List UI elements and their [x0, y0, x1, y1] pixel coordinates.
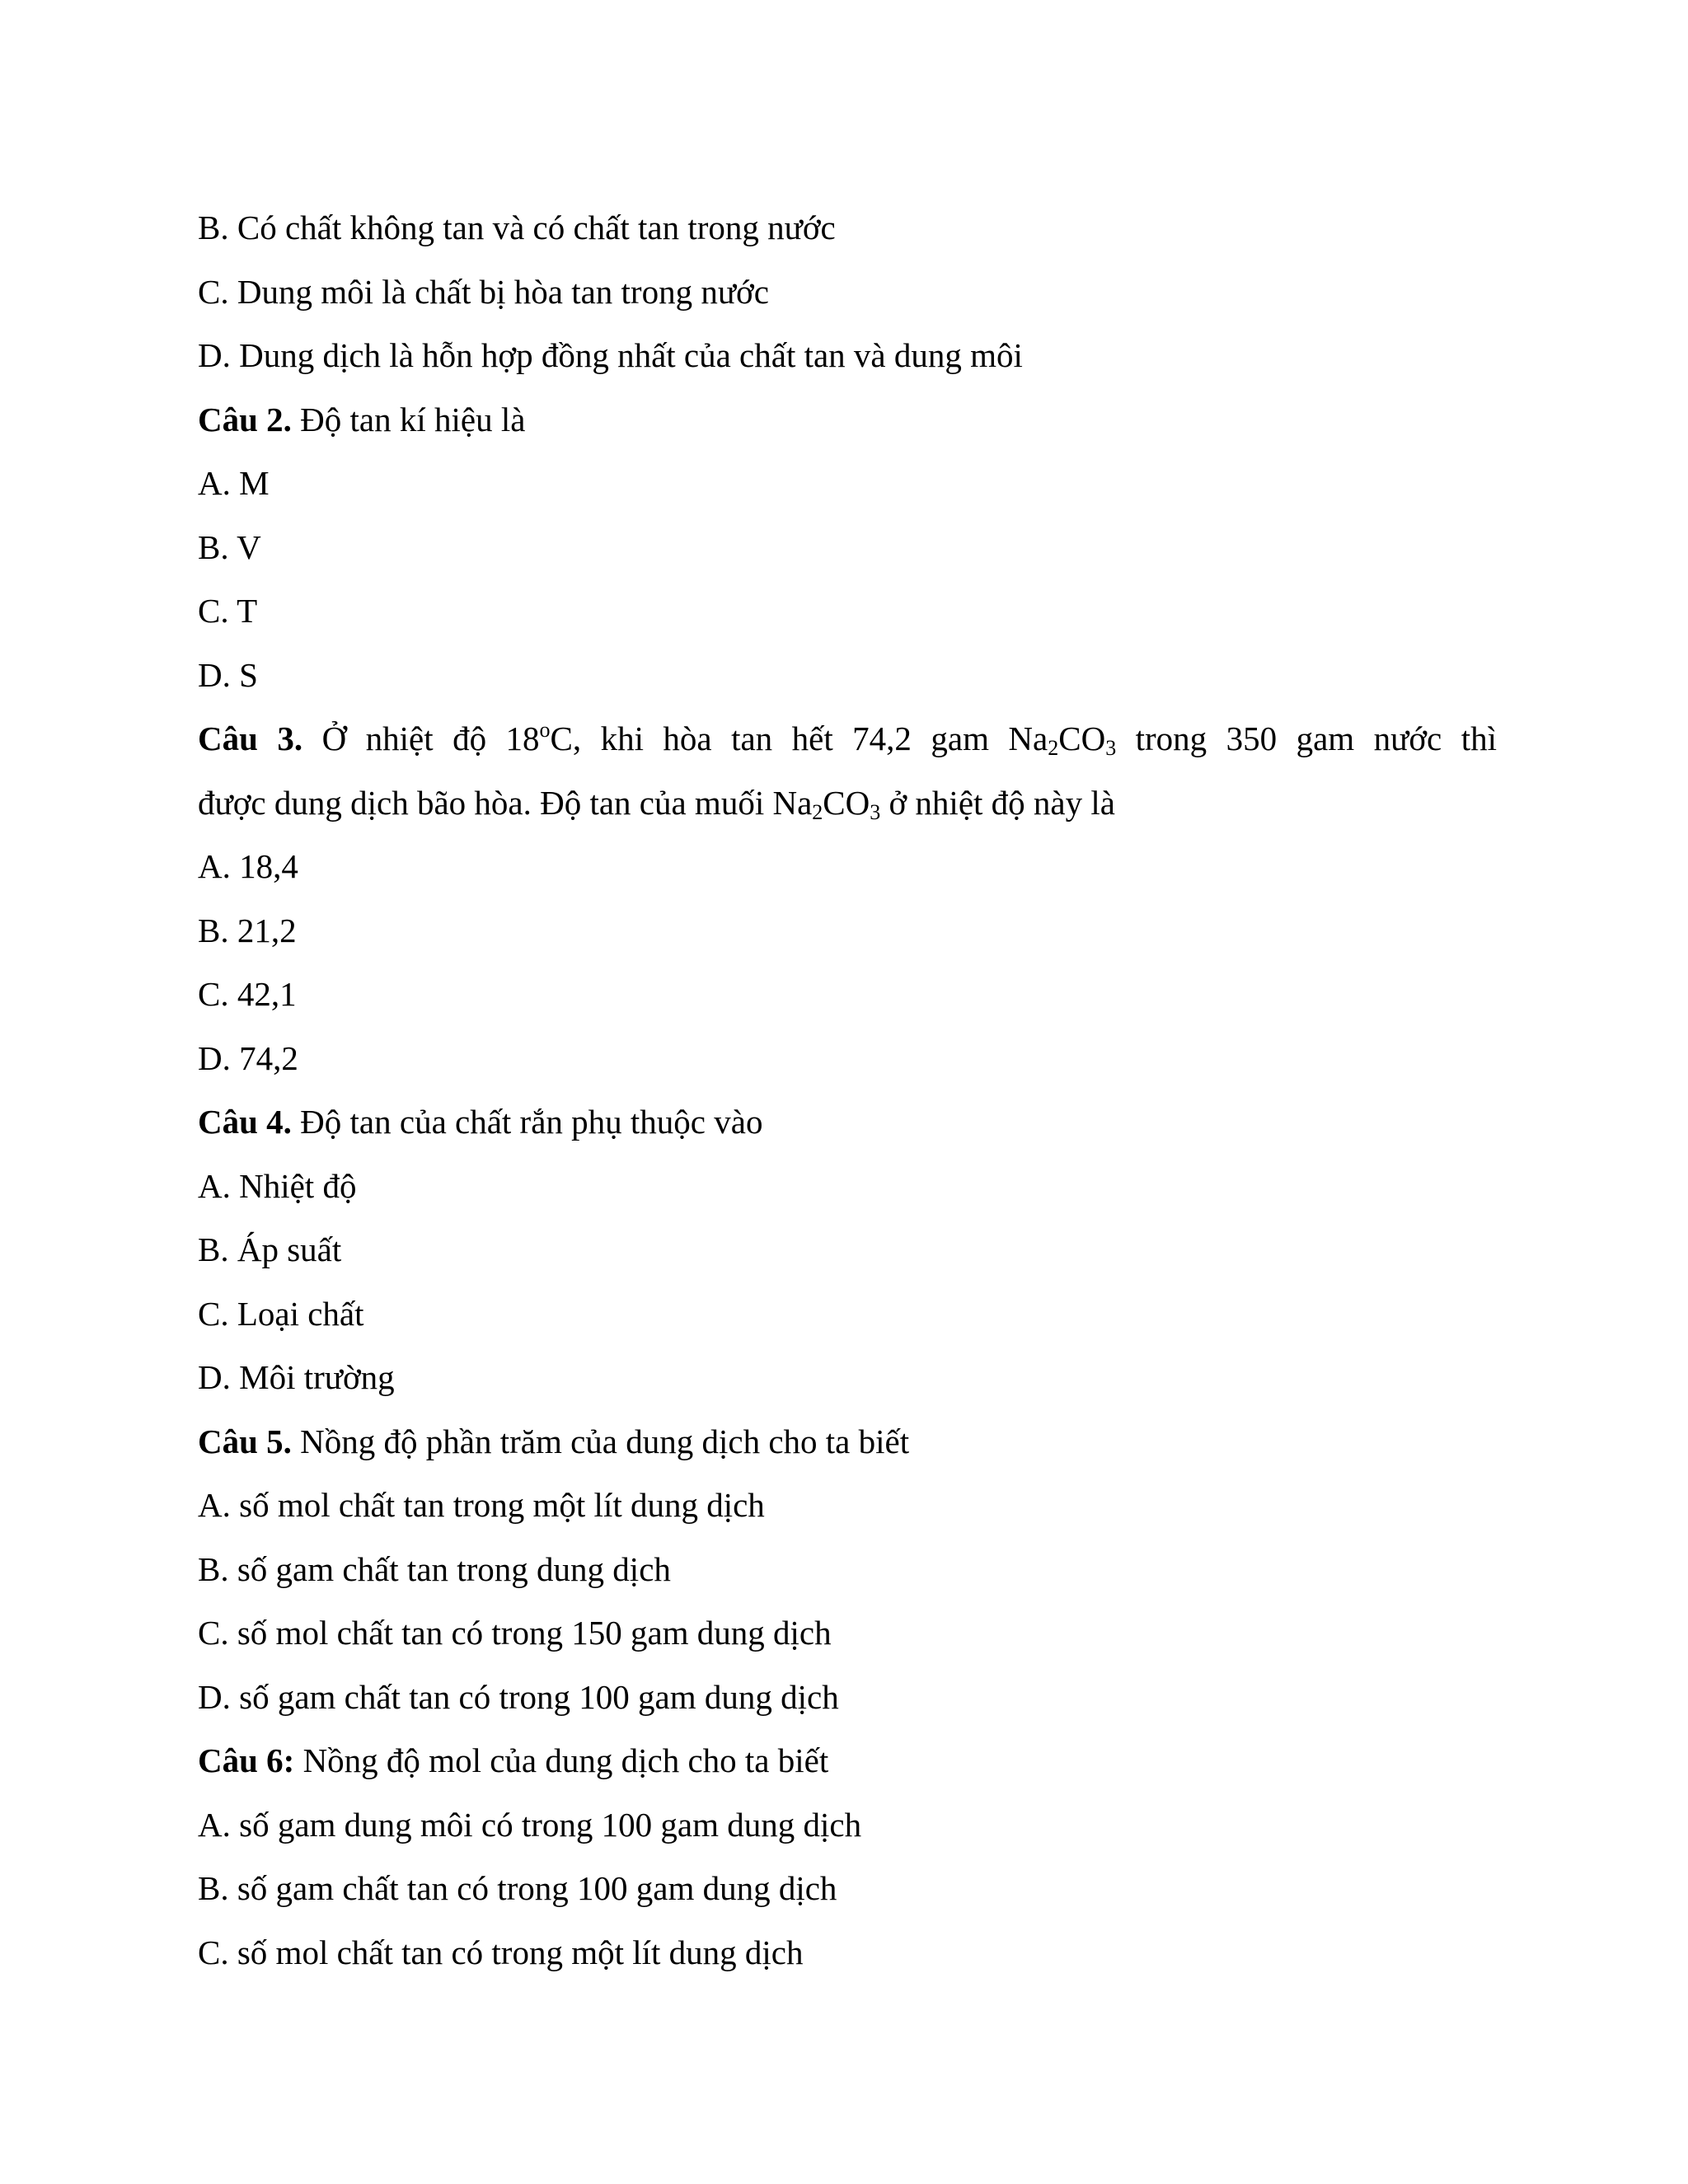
question-6: [198, 1729, 1497, 1793]
option-b-q3: B. 21,2: [198, 911, 297, 949]
question-label: Câu 5.: [198, 1422, 292, 1460]
question-label: Câu 6:: [198, 1741, 295, 1779]
question-text-part: trong 350 gam nước thì: [1116, 719, 1497, 757]
question-text-part: Ở nhiệt độ 18: [302, 719, 540, 757]
question-2: [198, 388, 1497, 452]
subscript: 3: [1105, 736, 1117, 760]
question-text-part: ở nhiệt độ này là: [880, 783, 1115, 822]
option-a-q5: A. số mol chất tan trong một lít dung dịch: [198, 1486, 765, 1524]
question-text-part: C, khi hòa tan hết 74,2 gam Na: [550, 719, 1048, 757]
option-a-q4: A. Nhiệt độ: [198, 1166, 357, 1205]
option-a-q3: A. 18,4: [198, 847, 298, 885]
subscript: 2: [812, 799, 823, 824]
question-text-part: CO: [823, 783, 870, 822]
option-a-q2: A. M: [198, 464, 270, 502]
question-text: Độ tan kí hiệu là: [291, 400, 526, 438]
option-c-q3: C. 42,1: [198, 975, 297, 1013]
question-text: Độ tan của chất rắn phụ thuộc vào: [291, 1103, 763, 1141]
option-b-q6: B. số gam chất tan có trong 100 gam dung dịch: [198, 1869, 837, 1907]
option-c-q1: C. Dung môi là chất bị hòa tan trong nước: [198, 272, 769, 311]
option-c-q2: C. T: [198, 592, 258, 630]
question-3: [198, 707, 1497, 771]
option-c-q5: C. số mol chất tan có trong 150 gam dung dịch: [198, 1614, 832, 1652]
degree-mark: o: [539, 718, 551, 742]
question-text: Nồng độ mol của dung dịch cho ta biết: [294, 1741, 829, 1779]
subscript: 3: [870, 799, 881, 824]
option-d-q1: D. Dung dịch là hỗn hợp đồng nhất của chất tan và dung môi: [198, 336, 1023, 374]
question-5: [198, 1410, 1497, 1474]
question-text-part: CO: [1058, 719, 1106, 757]
question-label: Câu 2.: [198, 400, 292, 438]
option-d-q5: D. số gam chất tan có trong 100 gam dung dịch: [198, 1677, 839, 1716]
question-label: Câu 3.: [198, 719, 303, 757]
option-c-q6: C. số mol chất tan có trong một lít dung dịch: [198, 1933, 804, 1971]
option-d-q2: D. S: [198, 655, 258, 694]
option-d-q3: D. 74,2: [198, 1038, 298, 1077]
option-a-q6: A. số gam dung môi có trong 100 gam dung dịch: [198, 1805, 862, 1844]
option-b-q1: B. Có chất không tan và có chất tan trong nước: [198, 209, 836, 246]
question-text-part: được dung dịch bão hòa. Độ tan của muối Na: [198, 783, 813, 822]
question-text: Nồng độ phần trăm của dung dịch cho ta biết: [291, 1422, 910, 1460]
subscript: 2: [1048, 736, 1059, 760]
document-body: [198, 196, 1497, 1985]
option-b-q5: B. số gam chất tan trong dung dịch: [198, 1549, 671, 1588]
question-label: Câu 4.: [198, 1103, 292, 1141]
question-3-continued: [198, 771, 1497, 836]
option-d-q4: D. Môi trường: [198, 1358, 395, 1396]
option-b-q4: B. Áp suất: [198, 1230, 342, 1268]
question-4: [198, 1090, 1497, 1155]
option-c-q4: C. Loại chất: [198, 1294, 364, 1333]
option-b-q2: B. V: [198, 527, 261, 566]
